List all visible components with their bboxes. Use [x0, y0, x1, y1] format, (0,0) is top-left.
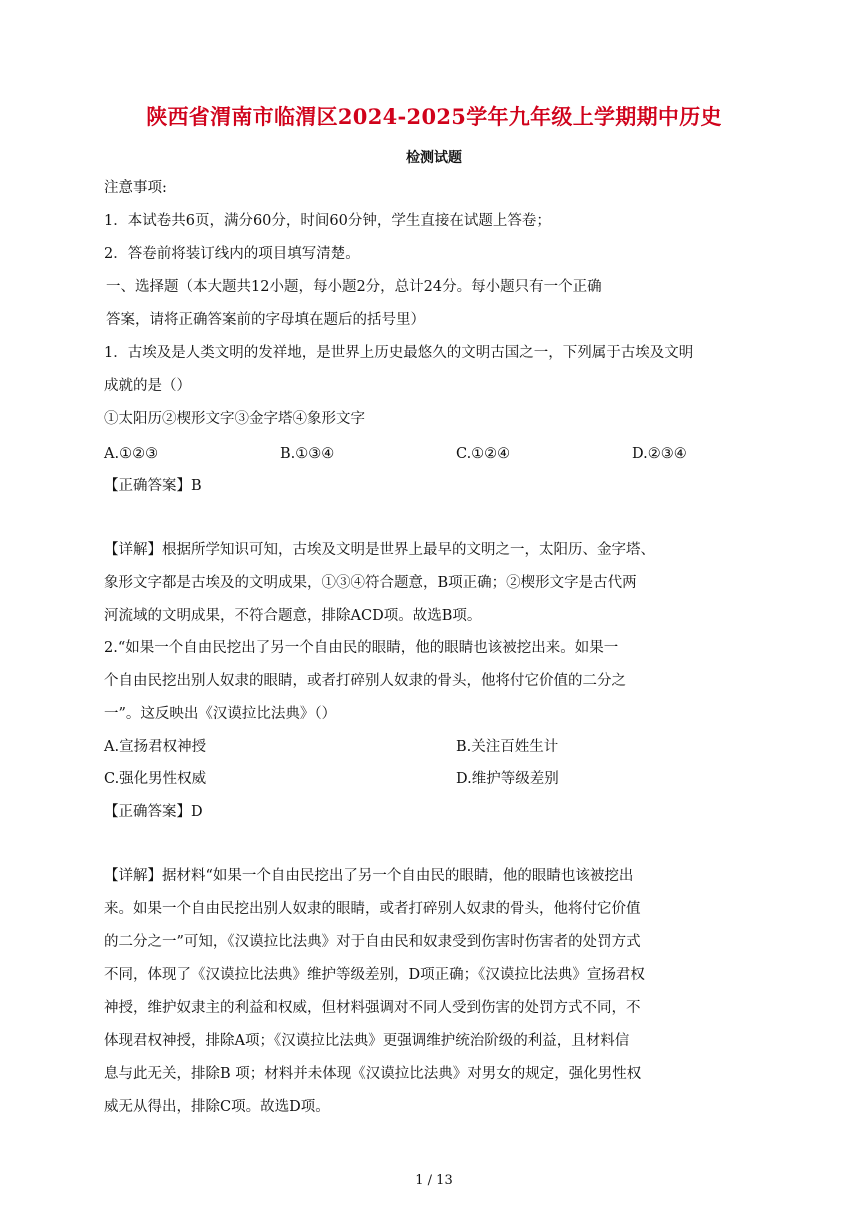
- question-1-option-d: D.②③④: [632, 446, 687, 462]
- question-1-option-c: C.①②④: [456, 446, 511, 462]
- question-1-explanation: 【详解】根据所学知识可知，古埃及文明是世界上最早的文明之一，太阳历、金字塔、: [104, 542, 655, 558]
- notes-item: 1．本试卷共6页，满分60分，时间60分钟，学生直接在试题上答卷；: [104, 213, 551, 229]
- question-2-option-c: C.强化男性权威: [104, 771, 207, 787]
- question-1-items: ①太阳历②楔形文字③金字塔④象形文字: [104, 411, 365, 427]
- question-2-explanation: 息与此无关，排除B 项；材料并未体现《汉谟拉比法典》对男女的规定，强化男性权: [104, 1066, 642, 1082]
- question-2-stem: 2.“如果一个自由民挖出了另一个自由民的眼睛，他的眼睛也该被挖出来。如果一: [104, 640, 619, 656]
- page-number: 1 / 13: [415, 1173, 453, 1188]
- notes-item: 2．答卷前将装订线内的项目填写清楚。: [104, 246, 360, 262]
- question-2-explanation: 体现君权神授，排除A项；《汉谟拉比法典》更强调维护统治阶级的利益，且材料信: [104, 1033, 630, 1049]
- section-heading: 一、选择题（本大题共12小题，每小题2分，总计24分。每小题只有一个正确: [106, 279, 602, 295]
- question-1-stem: 成就的是（）: [104, 378, 191, 394]
- question-1-option-a: A.①②③: [104, 446, 159, 462]
- question-2-explanation: 的二分之一”可知，《汉谟拉比法典》对于自由民和奴隶受到伤害时伤害者的处罚方式: [104, 934, 641, 950]
- question-2-answer: 【正确答案】D: [104, 804, 203, 820]
- question-2-option-b: B.关注百姓生计: [456, 739, 559, 755]
- question-2-stem: 个自由民挖出别人奴隶的眼睛，或者打碎别人奴隶的骨头，他将付它价值的二分之: [104, 673, 626, 689]
- question-1-stem: 1．古埃及是人类文明的发祥地，是世界上历史最悠久的文明古国之一，下列属于古埃及文明: [104, 345, 694, 361]
- question-2-explanation: 不同，体现了《汉谟拉比法典》维护等级差别，D项正确；《汉谟拉比法典》宣扬君权: [104, 967, 645, 983]
- notes-heading: 注意事项:: [104, 180, 167, 196]
- question-2-explanation: 来。如果一个自由民挖出别人奴隶的眼睛，或者打碎别人奴隶的骨头，他将付它价值: [104, 901, 641, 917]
- question-2-explanation: 神授，维护奴隶主的利益和权威，但材料强调对不同人受到伤害的处罚方式不同，不: [104, 1000, 641, 1016]
- question-2-option-a: A.宣扬君权神授: [104, 739, 207, 755]
- question-1-option-b: B.①③④: [280, 446, 335, 462]
- document-subtitle: 检测试题: [406, 150, 462, 166]
- document-title: 陕西省渭南市临渭区2024-2025学年九年级上学期期中历史: [146, 104, 722, 129]
- question-1-explanation: 象形文字都是古埃及的文明成果，①③④符合题意，B项正确；②楔形文字是古代两: [104, 575, 637, 591]
- question-2-option-d: D.维护等级差别: [456, 771, 559, 787]
- section-heading: 答案，请将正确答案前的字母填在题后的括号里）: [106, 312, 425, 328]
- question-1-explanation: 河流域的文明成果，不符合题意，排除ACD项。故选B项。: [104, 608, 482, 624]
- question-2-stem: 一”。这反映出《汉谟拉比法典》（）: [104, 706, 337, 722]
- question-2-explanation: 【详解】据材料“如果一个自由民挖出了另一个自由民的眼睛，他的眼睛也该被挖出: [104, 868, 634, 884]
- question-1-answer: 【正确答案】B: [104, 478, 202, 494]
- question-2-explanation: 威无从得出，排除C项。故选D项。: [104, 1099, 330, 1115]
